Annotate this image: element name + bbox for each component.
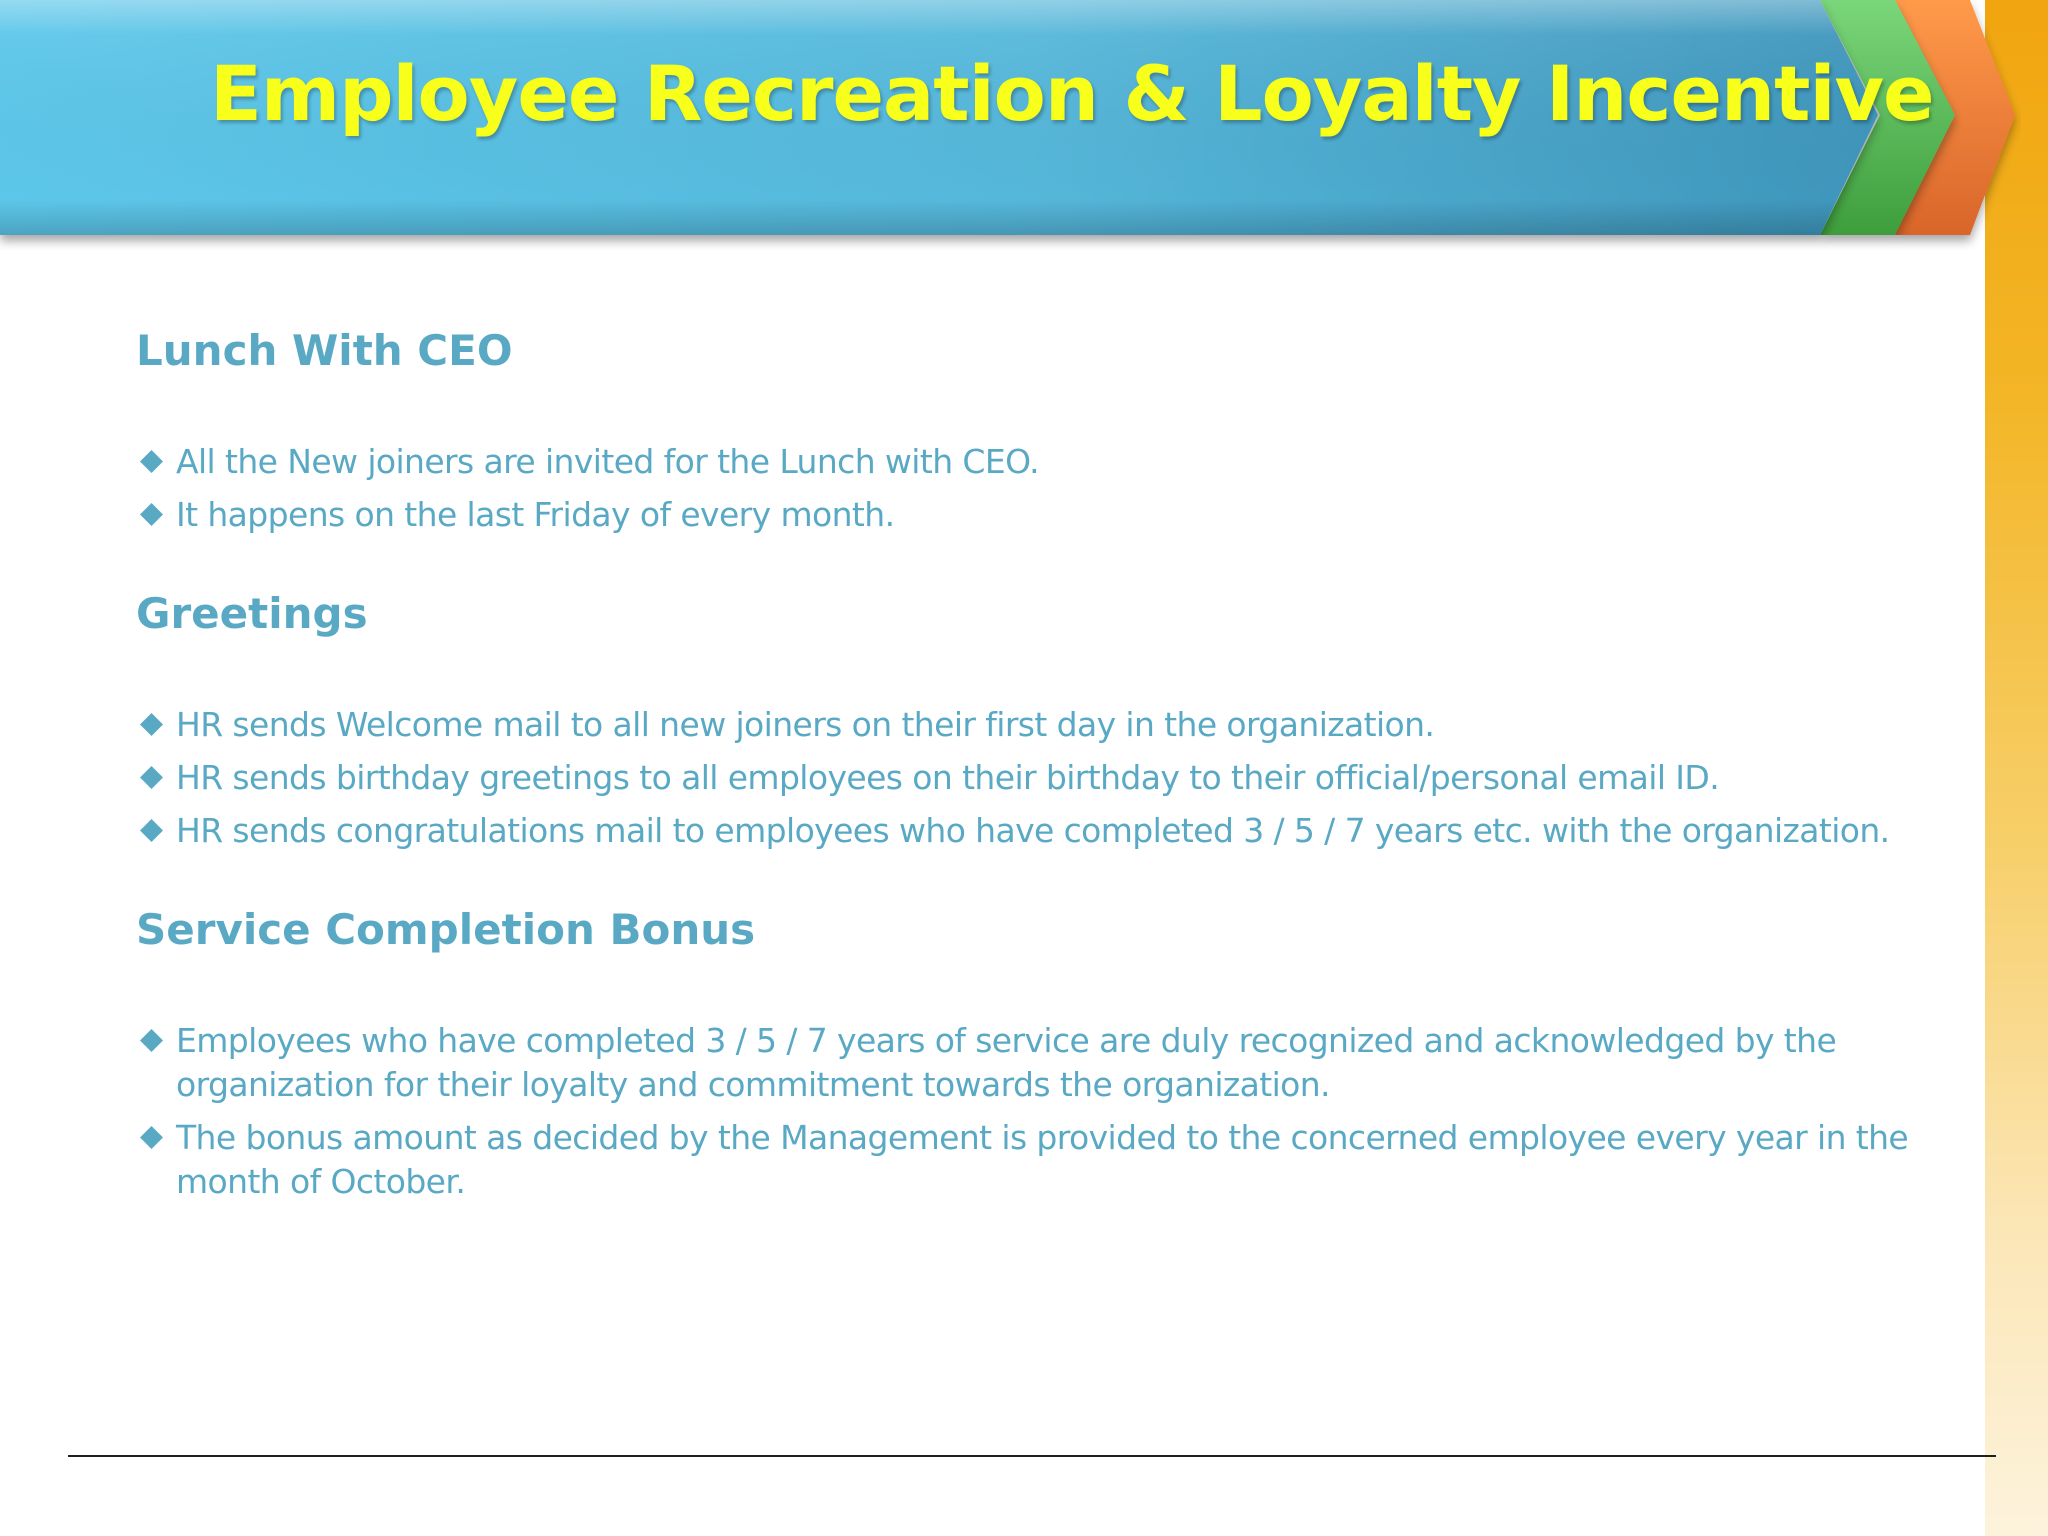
diamond-icon — [140, 1029, 163, 1052]
diamond-icon — [140, 713, 163, 736]
list-item — [136, 493, 1936, 537]
bullet-text: HR sends Welcome mail to all new joiners on their first day in the organization. — [176, 705, 1435, 744]
greetings-list — [136, 703, 1936, 853]
diamond-icon — [140, 819, 163, 842]
list-item — [136, 809, 1936, 853]
diamond-icon — [140, 1126, 163, 1149]
list-item — [136, 1019, 1936, 1107]
slide-title: Employee Recreation & Loyalty Incentive — [210, 49, 1934, 138]
diamond-icon — [140, 503, 163, 526]
slide-content — [136, 318, 1936, 1213]
section-heading-service-completion-bonus: Service Completion Bonus — [136, 905, 756, 954]
bullet-text: All the New joiners are invited for the Lunch with CEO. — [176, 442, 1040, 481]
list-item — [136, 756, 1936, 800]
list-item — [136, 440, 1936, 484]
section-heading-lunch-with-ceo: Lunch With CEO — [136, 326, 513, 375]
bullet-text: The bonus amount as decided by the Management is provided to the concerned employee every year in the month of October. — [176, 1118, 1909, 1201]
diamond-icon — [140, 766, 163, 789]
bullet-text: HR sends birthday greetings to all employees on their birthday to their official/personal email ID. — [176, 758, 1720, 797]
section-heading-greetings: Greetings — [136, 589, 368, 638]
bullet-text: HR sends congratulations mail to employees who have completed 3 / 5 / 7 years etc. with the organization. — [176, 811, 1890, 850]
diamond-icon — [140, 450, 163, 473]
bullet-text: It happens on the last Friday of every month. — [176, 495, 895, 534]
bullet-text: Employees who have completed 3 / 5 / 7 years of service are duly recognized and acknowledged by the organization for their loyalty and commitment towards the organization. — [176, 1021, 1837, 1104]
lunch-with-ceo-list — [136, 440, 1936, 537]
service-completion-bonus-list — [136, 1019, 1936, 1204]
list-item — [136, 703, 1936, 747]
list-item — [136, 1116, 1936, 1204]
footer-divider — [68, 1455, 1996, 1457]
